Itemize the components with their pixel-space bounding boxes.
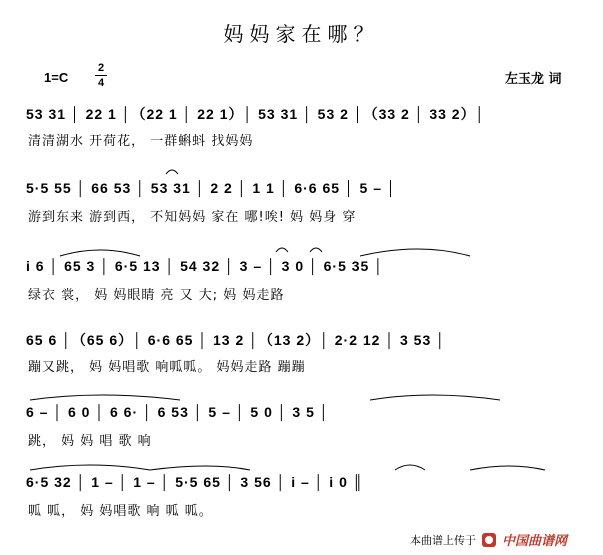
site-name: 中国曲谱网 xyxy=(502,534,568,549)
notation-row: i 6 │ 65 3 │ 6·5 13 │ 54 32 │ 3 – │ 3 0 │ 6·5 35 │ xyxy=(26,258,384,274)
slur-mark xyxy=(395,465,425,470)
slur-mark xyxy=(360,249,470,256)
time-signature xyxy=(95,62,107,89)
fermata-mark xyxy=(166,170,178,174)
notation-row: 53 31 │ 22 1 │（22 1 │ 22 1）│ 53 31 │ 53 2 │（33 2 │ 33 2）│ xyxy=(26,106,486,122)
notation-row: 6·5 32 │ 1 – │ 1 – │ 5·5 65 │ 3 56 │ i – │ i 0 ║ xyxy=(26,474,364,490)
notation-row: 6 – │ 6 0 │ 6 6· │ 6 53 │ 5 – │ 5 0 │ 3 5 │ xyxy=(26,404,330,420)
lyric-row: 清清湖水 开荷花， 一群蝌蚪 找妈妈 xyxy=(28,134,254,149)
source-footer xyxy=(410,530,567,549)
lyric-row: 游到东来 游到西， 不知妈妈 家在 哪!唉! 妈 妈身 穿 xyxy=(28,210,357,225)
notation-row: 65 6 │（65 6）│ 6·6 65 │ 13 2 │（13 2）│ 2·2 12 │ 3 53 │ xyxy=(26,332,446,348)
lyric-row: 跳， 妈 妈 唱 歌 响 xyxy=(28,434,152,449)
slur-mark xyxy=(310,248,322,252)
footer-text: 本曲谱上传于 xyxy=(410,533,476,547)
slur-mark xyxy=(60,250,140,256)
meter-denominator: 4 xyxy=(97,77,105,89)
slur-mark xyxy=(30,395,180,400)
meter-numerator: 2 xyxy=(97,62,105,74)
slur-mark xyxy=(276,248,288,252)
slur-mark xyxy=(150,466,250,470)
lyric-row: 绿衣 裳， 妈 妈眼睛 亮 又 大; 妈 妈走路 xyxy=(28,288,285,303)
lyricist-credit: 左玉龙 词 xyxy=(505,72,562,87)
slur-mark xyxy=(470,466,545,470)
lyric-row: 呱 呱， 妈 妈唱歌 响 呱 呱。 xyxy=(28,504,213,519)
lyric-row: 蹦又跳， 妈 妈唱歌 响呱呱。 妈妈走路 蹦蹦 xyxy=(28,360,306,375)
notation-row: 5·5 55 │ 66 53 │ 53 31 │ 2 2 │ 1 1 │ 6·6 65 │ 5 – │ xyxy=(26,180,397,196)
meter-bar xyxy=(95,75,107,76)
site-logo-icon xyxy=(482,533,496,547)
page-title: 妈妈家在哪？ xyxy=(223,22,380,46)
slur-mark xyxy=(370,395,500,400)
slur-mark xyxy=(30,465,150,470)
key-signature: 1=C xyxy=(44,70,69,85)
